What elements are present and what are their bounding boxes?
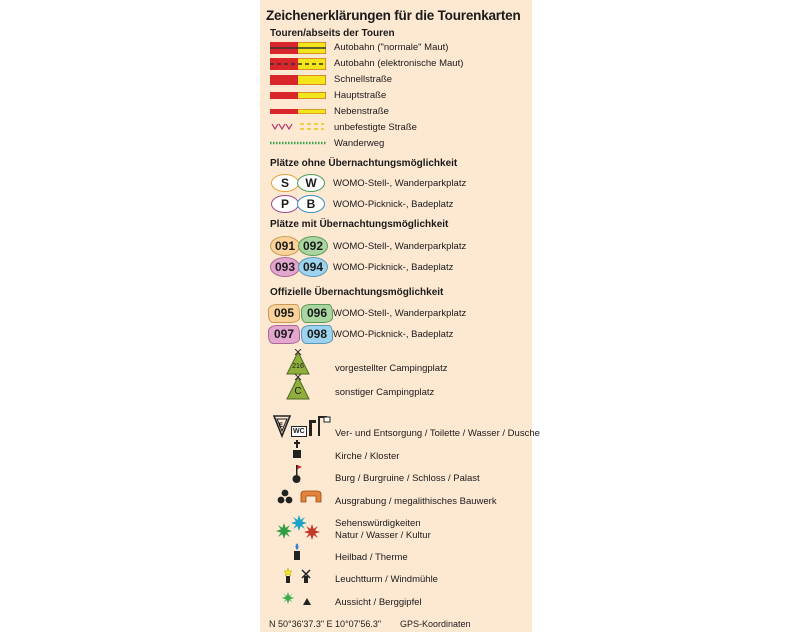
minor-road-symbol xyxy=(270,109,326,114)
disposal-icon xyxy=(272,412,292,438)
water-icon xyxy=(306,418,316,438)
official-label-1: WOMO-Stell-, Wanderparkplatz xyxy=(333,308,467,319)
overnight-marker-091: 091 xyxy=(270,236,300,256)
symbol-label-sights: Sehenswürdigkeiten xyxy=(335,518,421,529)
excavation-megalith-icon xyxy=(277,488,325,506)
overnight-marker-092: 092 xyxy=(298,236,328,256)
road-label-motorway-electronic: Autobahn (elektronische Maut) xyxy=(334,58,464,69)
service-icons-group xyxy=(272,412,332,440)
bathing-b-marker: B xyxy=(297,195,325,213)
featured-campsite-number: 216 xyxy=(292,363,304,370)
hiking-parking-w-marker: W xyxy=(297,174,325,192)
shower-icon xyxy=(317,414,331,436)
campsite-letter: C xyxy=(294,386,302,397)
roads-heading: Touren/abseits der Touren xyxy=(270,28,395,39)
road-label-minor-road: Nebenstraße xyxy=(334,106,389,117)
official-marker-096: 096 xyxy=(301,304,333,323)
motorway-toll-symbol xyxy=(270,42,326,54)
without-label-1: WOMO-Stell-, Wanderparkplatz xyxy=(333,178,467,189)
with-label-1: WOMO-Stell-, Wanderparkplatz xyxy=(333,241,467,252)
sights-icons xyxy=(275,514,323,542)
symbol-label-viewpoint: Aussicht / Berggipfel xyxy=(335,597,422,608)
road-label-expressway: Schnellstraße xyxy=(334,74,393,85)
camping-label-featured: vorgestellter Campingplatz xyxy=(335,363,448,374)
motorway-electronic-toll-symbol xyxy=(270,58,326,70)
church-icon xyxy=(292,440,302,460)
svg-text:E: E xyxy=(279,423,284,429)
expressway-symbol xyxy=(270,75,326,85)
parking-s-marker: S xyxy=(271,174,299,192)
castle-icon xyxy=(291,463,303,485)
official-marker-095: 095 xyxy=(268,304,300,323)
overnight-marker-094: 094 xyxy=(298,257,328,277)
road-label-unpaved: unbefestigte Straße xyxy=(334,122,417,133)
official-heading: Offizielle Übernachtungsmöglichkeit xyxy=(270,287,444,298)
gps-coordinates-example: N 50°36'37.3" E 10°07'56.3" xyxy=(269,619,382,629)
lighthouse-windmill-icons xyxy=(282,567,314,585)
legend-panel xyxy=(260,0,540,632)
camping-label-other: sonstiger Campingplatz xyxy=(335,387,435,398)
symbol-label-castle: Burg / Burgruine / Schloss / Palast xyxy=(335,473,480,484)
road-label-motorway-toll: Autobahn ("normale" Maut) xyxy=(334,42,449,53)
official-label-2: WOMO-Picknick-, Badeplatz xyxy=(333,329,454,340)
symbol-label-services: Ver- und Entsorgung / Toilette / Wasser / Dusche xyxy=(335,428,540,439)
road-label-hiking-trail: Wanderweg xyxy=(334,138,385,149)
symbol-label-sights-types: Natur / Wasser / Kultur xyxy=(335,530,431,541)
featured-campsite-icon xyxy=(286,349,310,375)
legend-title: Zeichenerklärungen für die Tourenkarten xyxy=(266,8,521,23)
spa-icon xyxy=(292,543,302,561)
overnight-marker-093: 093 xyxy=(270,257,300,277)
symbol-label-lighthouse: Leuchtturm / Windmühle xyxy=(335,574,438,585)
gps-coordinates-label: GPS-Koordinaten xyxy=(400,619,471,629)
without-label-2: WOMO-Picknick-, Badeplatz xyxy=(333,199,454,210)
toilet-icon: WC xyxy=(293,428,305,435)
unpaved-road-symbol xyxy=(270,122,326,131)
places-without-heading: Plätze ohne Übernachtungsmöglichkeit xyxy=(270,158,458,169)
with-label-2: WOMO-Picknick-, Badeplatz xyxy=(333,262,454,273)
campsite-icon xyxy=(286,374,310,400)
official-marker-098: 098 xyxy=(301,325,333,344)
symbol-label-spa: Heilbad / Therme xyxy=(335,552,408,563)
hiking-trail-symbol xyxy=(270,141,326,145)
official-marker-097: 097 xyxy=(268,325,300,344)
symbol-label-church: Kirche / Kloster xyxy=(335,451,400,462)
symbol-label-excavation: Ausgrabung / megalithisches Bauwerk xyxy=(335,496,497,507)
main-road-symbol xyxy=(270,92,326,99)
places-with-heading: Plätze mit Übernachtungsmöglichkeit xyxy=(270,219,449,230)
road-label-main-road: Hauptstraße xyxy=(334,90,387,101)
picnic-p-marker: P xyxy=(271,195,299,213)
viewpoint-summit-icons xyxy=(282,591,314,607)
